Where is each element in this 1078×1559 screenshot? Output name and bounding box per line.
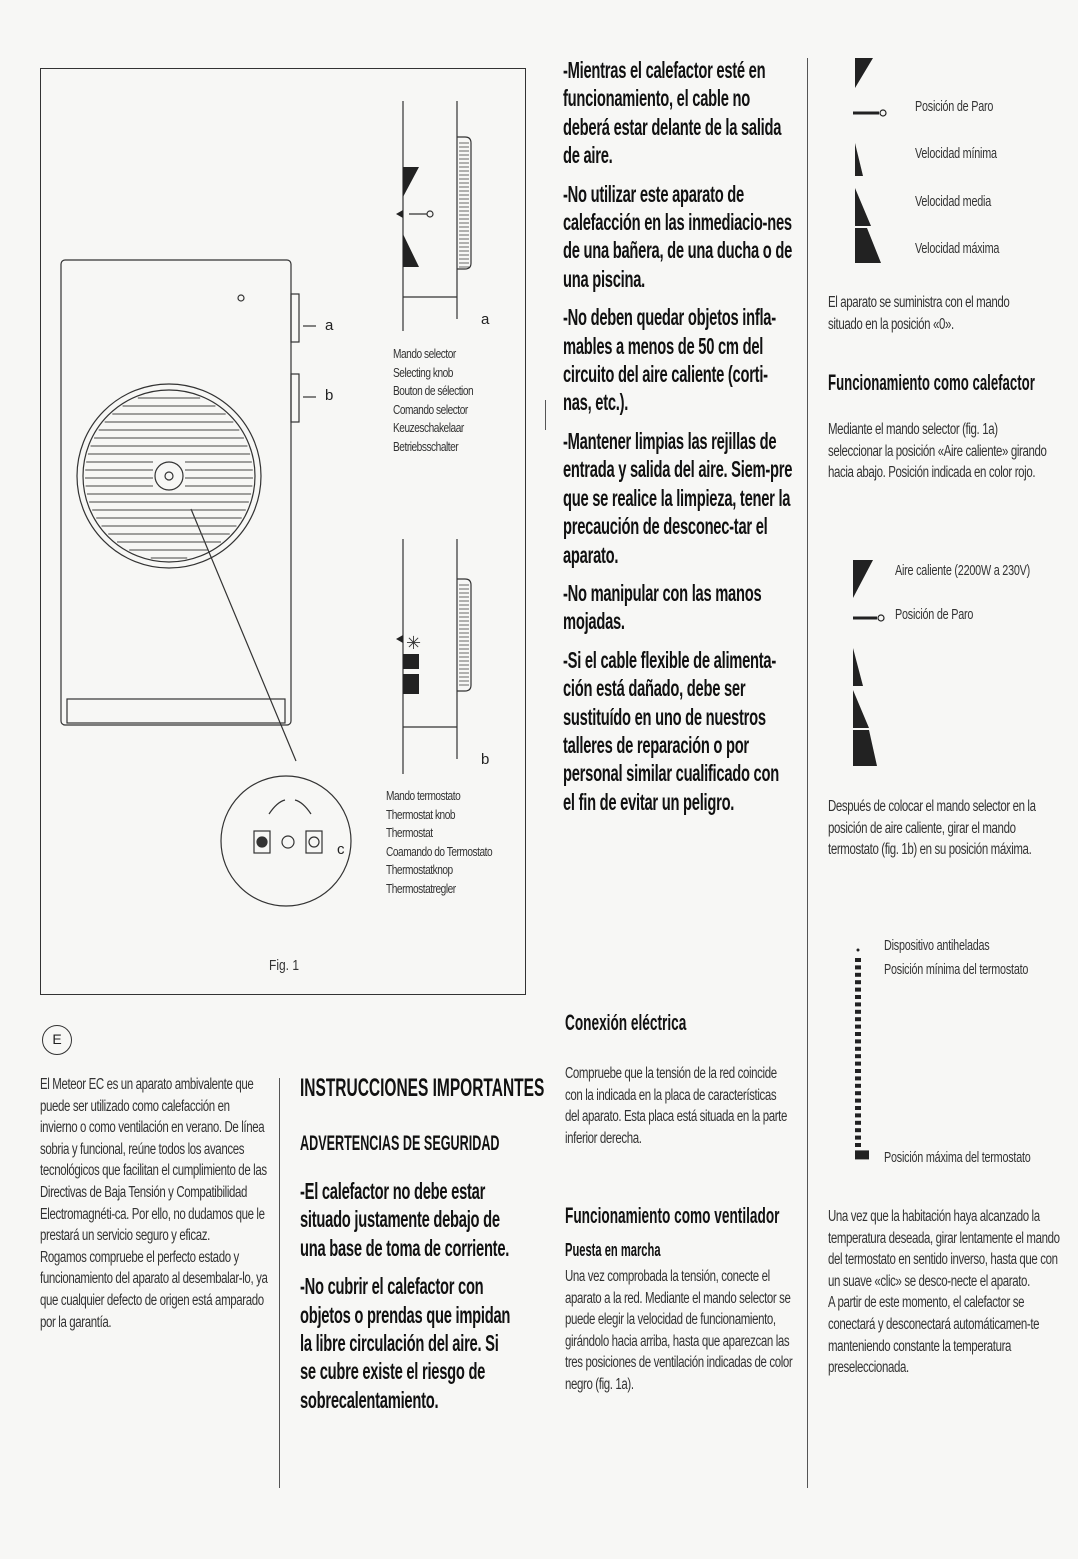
selector-label: Betriebsschalter	[393, 438, 459, 454]
selector-label: Keuzeschakelaar	[393, 420, 464, 435]
supply-note: El aparato se suministra con el mando situado en la posición «0».	[828, 294, 1010, 333]
thermostat-tick	[855, 995, 861, 999]
fan-mode-text: Una vez comprobada la tensión, conecte el aparato a la red. Mediante el mando selector se puede elegir la velocidad de funcionamiento, girándolo hacia arriba, hasta que aparezcan las tres posiciones de ventilación indicadas de color negro (fig. 1a).	[565, 1268, 793, 1393]
svg-text:✳: ✳	[406, 633, 422, 654]
thermostat-tick	[855, 1113, 861, 1117]
electrical-text: Compruebe que la tensión de la red coincide con la indicada en la placa de características del aparato. Esta placa está situada en la parte inferior derecha.	[565, 1065, 787, 1147]
heater-legend-hot-air: Aire caliente (2200W a 230V)	[895, 562, 1031, 579]
heater-legend-icons	[845, 556, 905, 786]
warning-item: -Mientras el calefactor esté en funcionamiento, el cable no deberá estar delante de la salida de aire.	[563, 57, 782, 169]
thermostat-min-label: Posición mínima del termostato	[884, 961, 1029, 978]
thermostat-tick	[855, 1069, 861, 1073]
column-divider	[807, 58, 808, 1488]
thermostat-tick	[855, 1032, 861, 1036]
speed-legend-mid: Velocidad media	[915, 193, 992, 210]
thermo-c-letter: c	[337, 841, 345, 858]
speed-legend-max: Velocidad máxima	[915, 240, 1000, 257]
thermostat-tick	[855, 980, 861, 984]
thermostat-tick	[855, 1106, 861, 1110]
thermostat-label: Coamando do Termostato	[386, 843, 493, 859]
warnings-col2	[300, 1177, 516, 1424]
thermostat-label: Thermostatregler	[386, 880, 456, 896]
thermostat-scale-icon	[846, 944, 886, 1174]
thermostat-tick	[855, 988, 861, 992]
warning-item: -No cubrir el calefactor con objetos o prendas que impidan la libre circulación del aire. Si se cubre existe el riesgo de sobrecalentamiento.	[300, 1273, 511, 1413]
thermostat-max-label: Posición máxima del termostato	[884, 1149, 1031, 1166]
heater-mode-text: Mediante el mando selector (fig. 1a) seleccionar la posición «Aire caliente» girando hacia abajo. Posición indicada en color rojo.	[828, 421, 1047, 482]
selector-label: Comando selector	[393, 401, 468, 417]
warning-item: -No utilizar este aparato de calefacción en las inmediacio-nes de una bañera, de una ducha o de una piscina.	[563, 180, 793, 292]
safety-title: ADVERTENCIAS DE SEGURIDAD	[300, 1132, 500, 1155]
heater-legend-stop: Posición de Paro	[895, 606, 974, 623]
thermostat-label: Thermostat	[386, 825, 433, 840]
thermostat-tick	[855, 1017, 861, 1021]
column-divider	[545, 400, 546, 430]
warning-item: -Si el cable flexible de alimenta-ción está dañado, debe ser sustituído en uno de nuestros talleres de reparación o por personal similar cualificado con el fin de evitar un peligro.	[563, 646, 779, 815]
thermostat-label: Thermostatknop	[386, 862, 453, 877]
warning-item: -El calefactor no debe estar situado justamente debajo de una base de toma de corriente.	[300, 1178, 510, 1261]
thermostat-tick	[855, 965, 861, 969]
final-text	[828, 1206, 1063, 1379]
thermostat-label: Thermostat knob	[386, 806, 456, 822]
thermostat-tick	[855, 1084, 861, 1088]
electrical-title: Conexión eléctrica	[565, 1010, 687, 1035]
heater-mode-title: Funcionamiento como calefactor	[828, 370, 1035, 395]
figure-1	[40, 68, 526, 995]
selector-label: Bouton de sélection	[393, 383, 474, 398]
thermostat-tick	[855, 973, 861, 977]
thermostat-tick	[855, 1076, 861, 1080]
thermostat-tick	[855, 1143, 861, 1147]
intro-text	[40, 1074, 269, 1333]
thermostat-tick	[855, 1039, 861, 1043]
detail-a-letter: a	[481, 311, 490, 328]
thermostat-tick	[855, 1099, 861, 1103]
thermostat-tick	[855, 1047, 861, 1051]
final-paragraph: A partir de este momento, el calefactor se conectará y desconectará automáticamen-te manteniendo constante la temperatura preseleccionada.	[828, 1294, 1040, 1377]
knob-b-letter: b	[325, 387, 334, 404]
intro-paragraph: Rogamos compruebe el perfecto estado y funcionamiento del aparato al desembalar-lo, ya que cualquier defecto de origen está amparado por la garantía.	[40, 1248, 268, 1331]
thermostat-tick	[855, 1128, 861, 1132]
selector-labels	[393, 345, 473, 456]
thermostat-tick	[855, 1150, 869, 1159]
intro-paragraph: El Meteor EC es un aparato ambivalente que puede ser utilizado como calefacción en invierno o como ventilación en verano. De línea sobria y funcional, reúne todos los avances tecnológicos que facilitan el cumplimiento de las Directivas de Baja Tensión y Compatibilidad Electromagnéti-ca. Por ello, no dudamos que le prestará un servicio seguro y eficaz.	[40, 1076, 267, 1245]
warning-item: -No deben quedar objetos infla-mables a menos de 50 cm del circuito del aire caliente (corti-nas, etc.).	[563, 304, 776, 416]
thermostat-label: Mando termostato	[386, 788, 461, 803]
thermostat-tick	[855, 1062, 861, 1066]
thermostat-labels	[386, 787, 492, 898]
thermostat-tick	[855, 1010, 861, 1014]
antifreeze-label: Dispositivo antiheladas	[884, 937, 990, 954]
detail-b-letter: b	[481, 751, 490, 768]
warning-item: -Mantener limpias las rejillas de entrada y salida del aire. Siem-pre que se realice la limpieza, tener la precaución de desconec-tar el aparato.	[563, 427, 793, 568]
thermostat-tick	[855, 1002, 861, 1006]
thermostat-tick	[855, 1025, 861, 1029]
thermostat-tick	[855, 1054, 861, 1058]
knob-a-letter: a	[325, 317, 334, 334]
instructions-title: INSTRUCCIONES IMPORTANTES	[300, 1074, 545, 1102]
thermostat-tick	[855, 958, 861, 962]
final-paragraph: Una vez que la habitación haya alcanzado la temperatura deseada, girar lentamente el mando del termostato en sentido inverso, hasta que con un suave «clic» se desco-necte el aparato.	[828, 1208, 1060, 1290]
warning-item: -No manipular con las manos mojadas.	[563, 579, 762, 635]
speed-legend-min: Velocidad mínima	[915, 145, 997, 162]
selector-label: Selecting knob	[393, 364, 453, 380]
warnings-col3	[563, 56, 792, 826]
column-divider	[279, 1078, 280, 1488]
fan-mode-title: Funcionamiento como ventilador	[565, 1203, 780, 1228]
thermostat-tick	[855, 1136, 861, 1140]
fan-mode-subtitle: Puesta en marcha	[565, 1240, 661, 1260]
language-badge: E	[42, 1025, 72, 1055]
figure-caption: Fig. 1	[269, 957, 300, 974]
selector-label: Mando selector	[393, 346, 456, 361]
thermostat-tick	[855, 1121, 861, 1125]
heater-after-text: Después de colocar el mando selector en la posición de aire caliente, girar el mando termostato (fig. 1b) en su posición máxima.	[828, 798, 1036, 859]
thermostat-tick	[855, 1091, 861, 1095]
speed-legend-stop: Posición de Paro	[915, 98, 994, 115]
antifreeze-dot	[857, 949, 860, 952]
